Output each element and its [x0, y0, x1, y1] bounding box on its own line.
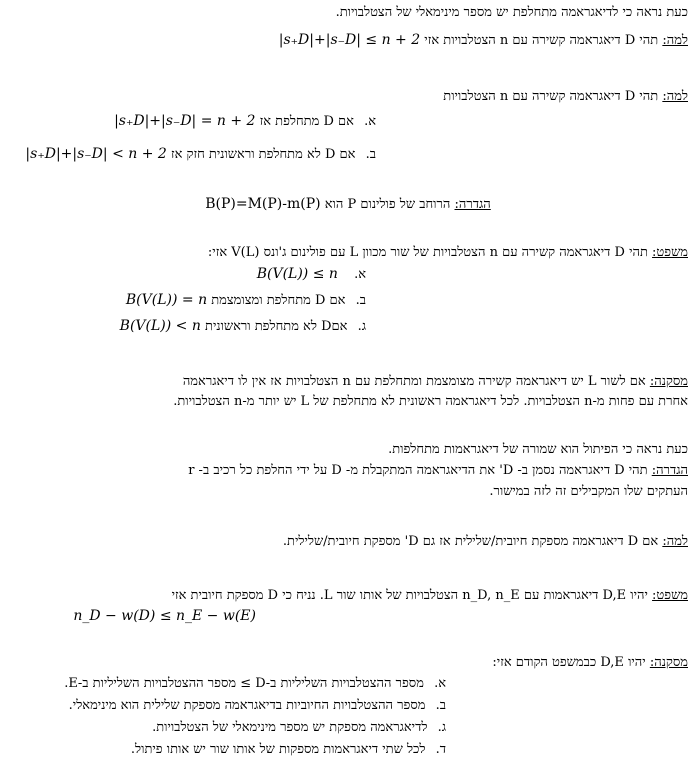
cor2-item-d: [8, 741, 446, 758]
item-text: לדיאגראמה מספקת יש מספר מינימאלי של הצטלבויות.: [152, 720, 428, 735]
flype-intro-line: כעת נראה כי הפיתול הוא שמורה של דיאגראמות מתחלפות.: [388, 442, 688, 457]
cor2-item-b: [8, 697, 446, 714]
item-formula: B(V(L)) = n: [125, 292, 208, 308]
item-text: מספר ההצטלבויות השליליות ב-D ≥ מספר ההצטלבויות השליליות ב-E.: [64, 676, 424, 691]
lemma3-label: למה:: [662, 534, 688, 549]
def1-label: הגדרה:: [454, 197, 491, 212]
item-letter: ד.: [435, 742, 446, 757]
lemma2-item-b: [8, 146, 376, 163]
item-text: לכל שתי דיאגראמות מספקות של אותו שור יש אותו פיתול.: [130, 742, 426, 757]
thm2-label: משפט:: [652, 588, 688, 603]
lemma2-text: תהי D דיאגראמה קשירה עם n הצטלבויות: [443, 89, 659, 104]
cor1-text: אם לשור L יש דיאגראמה קשירה מצומצמת ומתחלפת עם n הצטלבויות אז אין לו דיאגראמה: [182, 374, 646, 389]
thm1-item-a: [8, 266, 366, 283]
def2-line2: העתקים שלו המקבילים זה לזה במישור.: [489, 484, 688, 499]
item-letter: א.: [434, 676, 446, 691]
def1-text: הרוחב של פולינום P הוא: [324, 197, 451, 212]
item-text: אםD לא מתחלפת וראשונית: [205, 319, 348, 334]
item-letter: ב.: [355, 293, 366, 308]
item-formula: B(V(L)) ≤ n: [256, 266, 338, 282]
def2-text: תהי D דיאגראמה נסמן ב- D' את הדיאגראמה המתקבלת מ- D על ידי החלפת כל רכיב ב- r: [188, 463, 648, 478]
item-letter: ג.: [357, 319, 366, 334]
item-letter: ג.: [437, 720, 446, 735]
item-text: מספר ההצטלבויות החיוביות בדיאגראמה מספקת שלילית הוא מינימאלי.: [68, 698, 426, 713]
thm2-formula-line: [8, 608, 256, 625]
lemma3-text: אם D דיאגראמה מספקת חיובית/שלילית אז גם D' מספקת חיובית/שלילית.: [282, 534, 659, 549]
item-formula: |s₊D|+|s₋D| < n + 2: [25, 146, 167, 162]
thm1-text: תהי D דיאגראמה קשירה עם n הצטלבויות של שור מכוון L עם פולינום ג'ונס V(L) אזי:: [207, 245, 648, 260]
item-text: אם D מתחלפת ומצומצמת: [211, 293, 346, 308]
item-formula: |s₊D|+|s₋D| = n + 2: [114, 113, 256, 129]
thm1-label: משפט:: [652, 245, 688, 260]
item-letter: ב.: [365, 147, 376, 162]
lemma2-line: [8, 88, 688, 105]
thm2-formula: n_D − w(D) ≤ n_E − w(E): [73, 608, 256, 624]
item-letter: א.: [354, 267, 366, 282]
thm1-item-c: [8, 318, 366, 335]
lemma2-item-a: [8, 113, 376, 130]
lemma1-line: [8, 32, 688, 49]
cor1-line2: אחרת עם פחות מ-n הצטלבויות. לכל דיאגראמה ראשונית לא מתחלפת של L יש יותר מ-n הצטלבויות.: [173, 394, 688, 409]
cor2-text: יהיו D,E כבמשפט הקודם אזי:: [492, 655, 646, 670]
intro-line: כעת נראה כי לדיאגראמה מתחלפת יש מספר מינימאלי של הצטלבויות.: [335, 5, 688, 20]
cor2-item-a: [8, 675, 446, 692]
def2-line1: [8, 462, 688, 479]
lemma1-text: תהי D דיאגראמה קשירה עם n הצטלבויות אזי: [424, 33, 659, 48]
thm1-item-b: [8, 292, 366, 309]
def1-formula: B(P)=M(P)-m(P): [205, 196, 321, 212]
item-letter: ב.: [435, 698, 446, 713]
lemma2-label: למה:: [662, 89, 688, 104]
def1-line: [8, 196, 688, 213]
lemma1-label: למה:: [662, 33, 688, 48]
thm2-text: יהיו D,E דיאגראמות עם n_D, n_E הצטלבויות של אותו שור L. נניח כי D מספקת חיובית אזי: [171, 588, 648, 603]
cor2-item-c: [8, 719, 446, 736]
lemma3-line: [8, 533, 688, 550]
item-letter: א.: [364, 114, 376, 129]
def2-label: הגדרה:: [651, 463, 688, 478]
cor1-label: מסקנה:: [649, 374, 688, 389]
thm2-line1: [8, 587, 688, 604]
item-text: אם D לא מתחלפת וראשונית חזק אז: [170, 147, 356, 162]
cor2-label: מסקנה:: [649, 655, 688, 670]
thm1-line: [8, 244, 688, 261]
lemma1-formula: |s₊D|+|s₋D| ≤ n + 2: [278, 32, 421, 48]
cor2-line: [8, 654, 688, 671]
item-text: אם D מתחלפת אז: [259, 114, 354, 129]
cor1-line1: [8, 373, 688, 390]
item-formula: B(V(L)) < n: [119, 318, 201, 334]
